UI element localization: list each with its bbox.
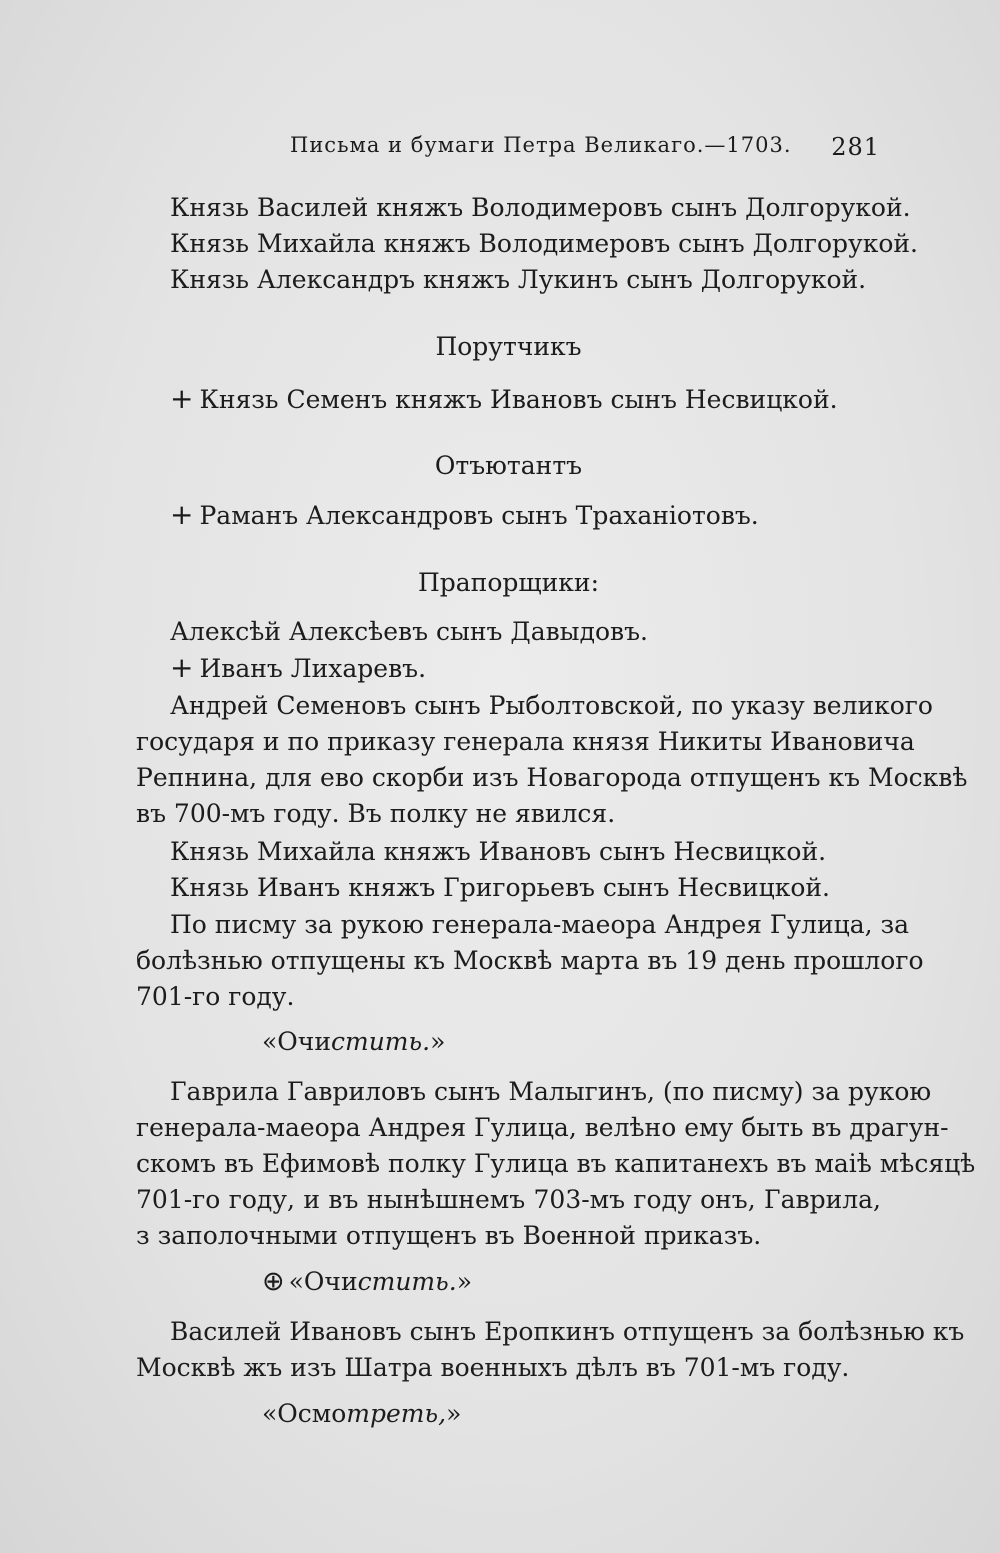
text-line: Москвѣ жъ изъ Шатра военныхъ дѣлъ въ 701-мъ году. xyxy=(136,1353,850,1382)
resolution-italic: треть, xyxy=(346,1399,447,1428)
text-line xyxy=(170,650,881,687)
resolution-italic: стить. xyxy=(357,1267,457,1296)
text-line: генерала-маеора Андрея Гулица, велѣно ему быть въ драгун- xyxy=(136,1113,949,1142)
text-line: Алексѣй Алексѣевъ сынъ Давыдовъ. xyxy=(170,617,648,646)
text-line: Репнина, для ево скорби изъ Новагорода отпущенъ къ Москвѣ xyxy=(136,763,968,792)
text-line: з заполочными отпущенъ въ Военной приказъ. xyxy=(136,1221,762,1250)
entry-text: Иванъ Лихаревъ. xyxy=(199,654,427,683)
text-line: государя и по приказу генерала князя Никиты Ивановича xyxy=(136,727,915,756)
text-line xyxy=(170,497,881,534)
running-title: Письма и бумаги Петра Великаго.—1703. xyxy=(290,133,792,157)
text-line xyxy=(170,381,881,418)
resolution-text: » xyxy=(430,1027,446,1056)
text-line: Князь Михайла княжъ Володимеровъ сынъ Долгорукой. xyxy=(170,229,918,258)
text-line: болѣзнью отпущены къ Москвѣ марта въ 19 день прошлого xyxy=(136,946,924,975)
entry-text: Раманъ Александровъ сынъ Траханіотовъ. xyxy=(199,501,759,530)
cross-mark-icon: + xyxy=(170,651,194,684)
resolution-text: «Очи xyxy=(288,1267,358,1296)
text-line: въ 700-мъ году. Въ полку не явился. xyxy=(136,799,616,828)
text-line: По писму за рукою генерала-маеора Андрея Гулица, за xyxy=(170,910,910,939)
resolution-note xyxy=(262,1264,582,1300)
text-line: Андрей Семеновъ сынъ Рыболтовской, по указу великого xyxy=(170,691,933,720)
text-line: Василей Ивановъ сынъ Еропкинъ отпущенъ за болѣзнью къ xyxy=(170,1317,965,1346)
resolution-text: » xyxy=(456,1267,472,1296)
section-heading: Отъютантъ xyxy=(434,451,583,480)
resolution-italic: стить. xyxy=(330,1027,431,1056)
circle-cross-icon: ⊕ xyxy=(262,1266,285,1297)
entry-text: Князь Семенъ княжъ Ивановъ сынъ Несвицкой. xyxy=(199,385,838,414)
resolution-text: » xyxy=(446,1399,462,1428)
text-line: 701-го году. xyxy=(136,982,295,1011)
section-heading: Прапорщики: xyxy=(417,568,600,597)
resolution-note xyxy=(262,1024,562,1060)
text-line: Гаврила Гавриловъ сынъ Малыгинъ, (по писму) за рукою xyxy=(170,1077,932,1106)
text-line: Князь Александръ княжъ Лукинъ сынъ Долгорукой. xyxy=(170,265,867,294)
cross-mark-icon: + xyxy=(170,498,194,531)
text-line: Князь Иванъ княжъ Григорьевъ сынъ Несвицкой. xyxy=(170,873,830,902)
section-heading: Порутчикъ xyxy=(435,332,582,361)
page-number: 281 xyxy=(831,133,880,161)
text-line: Князь Михайла княжъ Ивановъ сынъ Несвицкой. xyxy=(170,837,827,866)
text-line: Князь Василей княжъ Володимеровъ сынъ Долгорукой. xyxy=(170,193,911,222)
cross-mark-icon: + xyxy=(170,382,194,415)
resolution-text: «Осмо xyxy=(262,1399,347,1428)
text-line: скомъ въ Ефимовѣ полку Гулица въ капитанехъ въ маіѣ мѣсяцѣ xyxy=(136,1149,976,1178)
resolution-text: «Очи xyxy=(262,1027,331,1056)
resolution-note xyxy=(262,1396,562,1432)
text-line: 701-го году, и въ нынѣшнемъ 703-мъ году онъ, Гаврила, xyxy=(136,1185,881,1214)
